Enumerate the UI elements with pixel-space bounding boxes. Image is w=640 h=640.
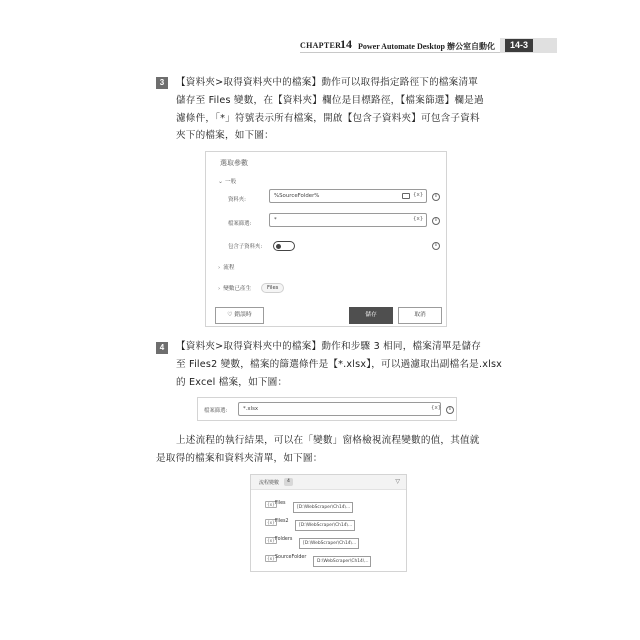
info-icon: i (432, 193, 440, 201)
general-section-label: 一般 (225, 179, 237, 185)
chevron-right-icon: › (218, 265, 221, 271)
variable-picker-icon[interactable]: {x} (431, 405, 442, 411)
chevron-right-icon: › (218, 286, 221, 292)
body-text-line-2: 是取得的檔案和資料夾清單，如下圖： (156, 453, 323, 464)
filter-icon[interactable]: ▽ (395, 478, 400, 485)
variable-icon: {x} (267, 538, 275, 543)
step-3-line: 儲存至 Files 變數，在【資料夾】欄位是目標路徑，【檔案篩選】欄是過 (176, 94, 484, 106)
header-rule (300, 52, 500, 53)
variable-value[interactable]: [D:\WebScraper\Ch14\... (295, 520, 355, 531)
folder-icon[interactable] (402, 193, 410, 199)
step-3-line: 【資料夾>取得資料夾中的檔案】動作可以取得指定路徑下的檔案清單 (176, 77, 479, 88)
info-icon: i (446, 406, 454, 414)
filter-input[interactable] (238, 402, 441, 416)
chevron-down-icon: ⌄ (218, 178, 224, 185)
on-error-button[interactable] (215, 307, 264, 324)
on-error-label: 錯誤時 (234, 312, 252, 318)
cancel-button[interactable]: 取消 (398, 307, 442, 324)
vars-produced-toggle[interactable] (218, 284, 251, 292)
page-number-box (500, 38, 557, 53)
variable-row[interactable] (265, 519, 393, 535)
page-number: 14-3 (505, 39, 533, 52)
vars-produced-label: 變數已產生 (223, 286, 252, 292)
variable-value[interactable]: [D:\WebScraper\Ch14\... (293, 502, 353, 513)
step-3-line: 夾下的檔案，如下圖： (176, 130, 274, 142)
step-3-text (176, 74, 484, 145)
running-header (0, 37, 640, 58)
general-section-toggle[interactable] (218, 177, 236, 185)
save-button[interactable]: 儲存 (349, 307, 393, 324)
flow-section-toggle[interactable] (218, 263, 234, 271)
include-subfolders-label: 包含子資料夾: (228, 244, 263, 250)
variable-row[interactable] (265, 537, 393, 553)
variables-pane-title: 流程變數 (259, 480, 280, 486)
chapter-label: CHAPTER (300, 41, 342, 50)
filter-input-value: * (274, 217, 277, 223)
flow-variables-pane (250, 474, 407, 572)
variable-name: Files2 (275, 519, 289, 524)
variable-name: SourceFolder (275, 555, 307, 560)
step-4-line: 【資料夾>取得資料夾中的檔案】動作和步驟 3 相同，檔案清單是儲存 (176, 341, 482, 352)
step-4-line: 的 Excel 檔案，如下圖： (176, 376, 288, 388)
step-4-line: 至 Files2 變數，檔案的篩選條件是【*.xlsx】，可以過濾取出副檔名是.xlsx (176, 358, 503, 370)
step-3-badge: 3 (156, 77, 168, 89)
shield-icon: ♡ (227, 312, 235, 318)
chapter-title: Power Automate Desktop 辦公室自動化 (358, 42, 495, 51)
filter-label: 檔案篩選: (228, 221, 252, 227)
include-subfolders-toggle[interactable] (273, 241, 295, 251)
folder-label: 資料夾: (228, 197, 246, 203)
variable-picker-icon[interactable]: {x} (413, 216, 424, 222)
variable-picker-icon[interactable]: {x} (413, 192, 424, 198)
variables-pane-header (251, 475, 406, 490)
variable-name: Folders (275, 537, 293, 542)
filter-input-value: *.xlsx (243, 406, 259, 412)
body-text-line-1: 上述流程的執行結果，可以在「變數」窗格檢視流程變數的值，其值就 (176, 435, 480, 446)
variable-icon: {x} (267, 556, 275, 561)
variable-chip[interactable]: Files (261, 283, 284, 293)
file-filter-strip (197, 397, 457, 421)
variable-icon: {x} (267, 520, 275, 525)
variable-icon: {x} (267, 502, 275, 507)
filter-input[interactable] (269, 213, 427, 227)
variable-row[interactable] (265, 555, 393, 571)
folder-input-value: %SourceFolder% (274, 193, 320, 199)
dialog-title: 選取參數 (220, 159, 248, 167)
variable-value[interactable]: D:\WebScraper\Ch14\... (313, 556, 371, 567)
info-icon: i (432, 242, 440, 250)
variable-row[interactable] (265, 501, 393, 517)
step-4-text (176, 338, 502, 391)
select-parameters-dialog (205, 151, 447, 327)
filter-label: 檔案篩選: (204, 408, 228, 414)
variable-value[interactable]: [D:\WebScraper\Ch14\... (299, 538, 359, 549)
step-3-line: 濾條件，「*」符號表示所有檔案，開啟【包含子資料夾】可包含子資料 (176, 112, 480, 124)
info-icon: i (432, 217, 440, 225)
chapter-number: 14 (340, 37, 352, 51)
variable-count-badge: 4 (284, 478, 293, 486)
flow-section-label: 流程 (223, 265, 235, 271)
variable-name: Files (275, 501, 286, 506)
step-4-badge: 4 (156, 342, 168, 354)
